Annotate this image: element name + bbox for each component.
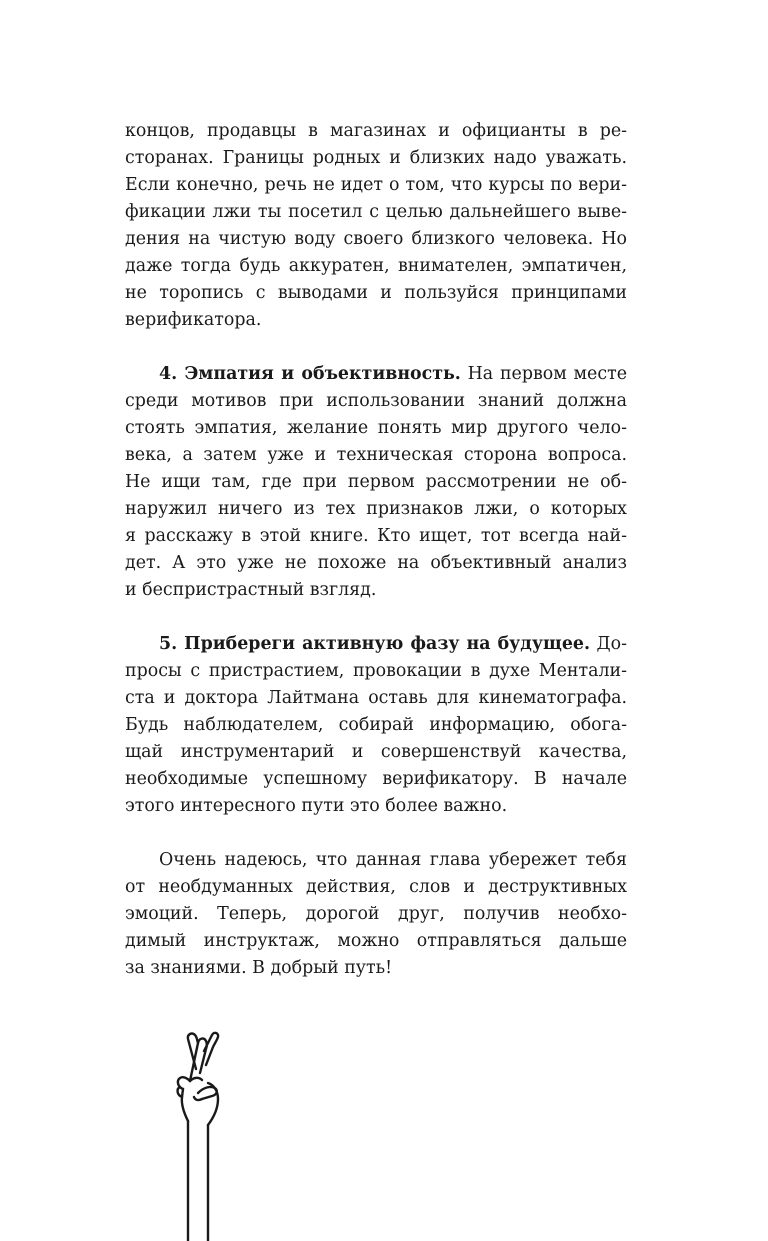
text-line: Будь наблюдателем, собирай информацию, обога-: [125, 715, 627, 735]
text-line-first: Очень надеюсь, что данная глава убережет тебя: [159, 850, 627, 870]
text-fragment: До-: [590, 634, 627, 654]
text-line: и беспристрастный взгляд.: [125, 580, 377, 600]
text-line: наружил ничего из тех признаков лжи, о которых: [125, 499, 627, 519]
page-body: [125, 118, 627, 982]
section-heading: 5. Прибереги активную фазу на будущее.: [159, 634, 591, 654]
text-line: сторанах. Границы родных и близких надо уважать.: [125, 148, 627, 168]
paragraph-gap: [125, 820, 627, 847]
text-line: дет. А это уже не похоже на объективный анализ: [125, 553, 627, 573]
text-line: верификатора.: [125, 310, 262, 330]
text-line-first: [125, 361, 627, 388]
section-heading: 4. Эмпатия и объективность.: [159, 364, 461, 384]
text-line: Если конечно, речь не идет о том, что курсы по вери-: [125, 175, 627, 195]
text-line: Не ищи там, где при первом рассмотрении не об-: [125, 472, 627, 492]
paragraph-4: [125, 847, 627, 982]
text-line: от необдуманных действия, слов и деструктивных: [125, 877, 627, 897]
text-line: не торопись с выводами и пользуйся принципами: [125, 283, 627, 303]
crossed-fingers-hand-icon: [168, 1025, 232, 1241]
text-line: я расскажу в этой книге. Кто ищет, тот всегда най-: [125, 526, 627, 546]
text-line: димый инструктаж, можно отправляться дальше: [125, 931, 627, 951]
paragraph-gap: [125, 334, 627, 361]
text-line: ста и доктора Лайтмана оставь для кинематографа.: [125, 688, 627, 708]
text-fragment: На первом месте: [460, 364, 627, 384]
text-line: среди мотивов при использовании знаний должна: [125, 391, 627, 411]
text-line: щай инструментарий и совершенствуй качества,: [125, 742, 627, 762]
text-line: фикации лжи ты посетил с целью дальнейшего выве-: [125, 202, 627, 222]
text-line-first: [125, 631, 627, 658]
paragraph-1: [125, 118, 627, 334]
paragraph-gap: [125, 604, 627, 631]
text-line: эмоций. Теперь, дорогой друг, получив необхо-: [125, 904, 627, 924]
text-line: необходимые успешному верификатору. В начале: [125, 769, 627, 789]
text-line: за знаниями. В добрый путь!: [125, 958, 393, 978]
paragraph-3: [125, 631, 627, 820]
text-line: просы с пристрастием, провокации в духе Ментали-: [125, 661, 627, 681]
text-line: концов, продавцы в магазинах и официанты в ре-: [125, 121, 627, 141]
text-line: дения на чистую воду своего близкого человека. Но: [125, 229, 627, 249]
text-line: стоять эмпатия, желание понять мир другого чело-: [125, 418, 627, 438]
text-line: этого интересного пути это более важно.: [125, 796, 508, 816]
paragraph-2: [125, 361, 627, 604]
text-line: века, а затем уже и техническая сторона вопроса.: [125, 445, 627, 465]
text-line: даже тогда будь аккуратен, внимателен, эмпатичен,: [125, 256, 627, 276]
